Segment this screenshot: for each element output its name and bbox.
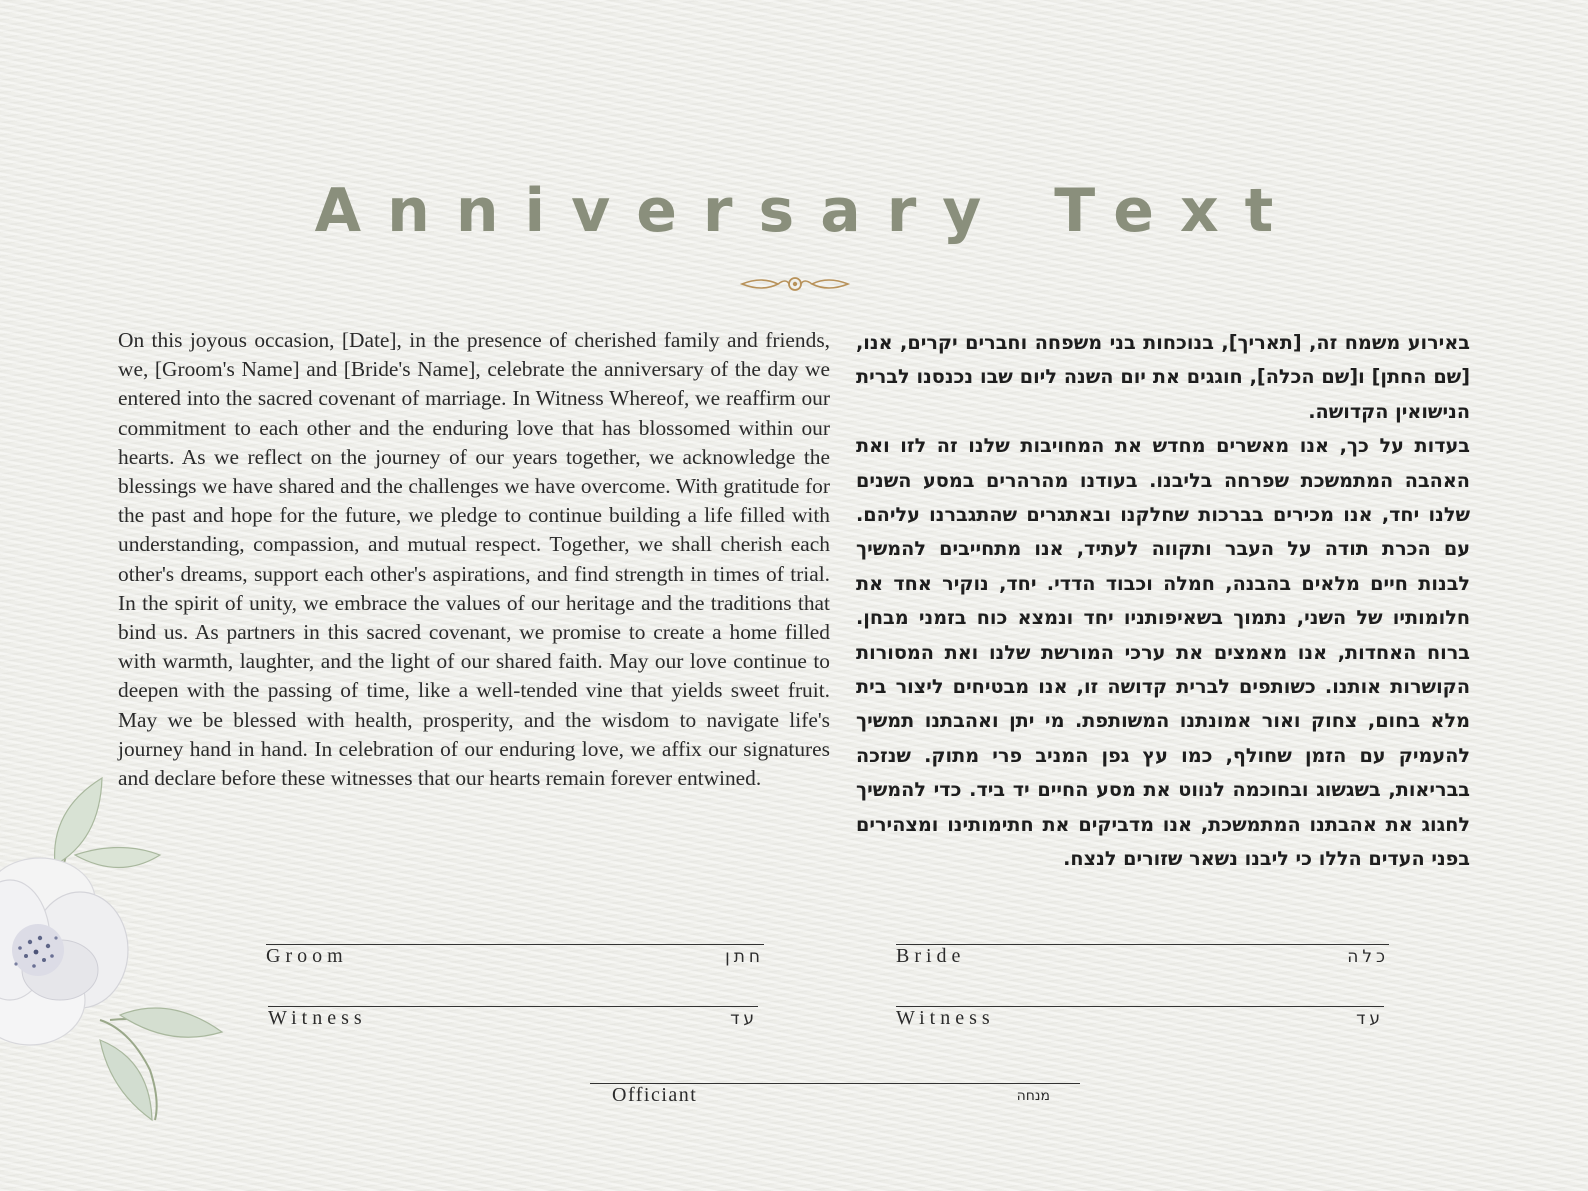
witness-right-signature-line[interactable] xyxy=(896,1006,1384,1037)
witness-left-label-hebrew: עד xyxy=(730,1009,758,1029)
groom-signature-line[interactable] xyxy=(266,944,764,975)
bride-label-hebrew: כלה xyxy=(1347,947,1389,967)
flower-decoration xyxy=(0,770,240,1130)
officiant-label-hebrew: מנחה xyxy=(1016,1088,1050,1104)
page-title: Anniversary Text xyxy=(314,176,1300,246)
witness-right-label: Witness xyxy=(896,1007,995,1029)
english-body-text: On this joyous occasion, [Date], in the presence of cherished family and friends, we, [Groom's Name] and [Bride's Name], celebrate the anniversary of the day we entered into the sacred covenant of marriage. In Witness Whereof, we reaffirm our commitment to each other and the enduring love that has blossomed within our hearts. As we reflect on the journey of our years together, we acknowledge the blessings we have shared and the challenges we have overcome. With gratitude for the past and hope for the future, we pledge to continue building a life filled with understanding, compassion, and mutual respect. Together, we shall cherish each other's dreams, support each other's aspirations, and find strength in times of trial. In the spirit of unity, we embrace the values of our heritage and the traditions that bind us. As partners in this sacred covenant, we promise to create a home filled with warmth, laughter, and the light of our shared faith. May our love continue to deepen with the passing of time, like a well-tended vine that yields sweet fruit. May we be blessed with health, prosperity, and the wisdom to navigate life's journey hand in hand. In celebration of our enduring love, we affix our signatures and declare before these witnesses that our hearts remain forever entwined. xyxy=(118,328,830,791)
divider-ornament xyxy=(370,274,1220,296)
witness-left-signature-line[interactable] xyxy=(268,1006,758,1037)
bride-signature-line[interactable] xyxy=(896,944,1389,975)
bride-label: Bride xyxy=(896,945,966,967)
hebrew-paragraph-2: בעדות על כך, אנו מאשרים מחדש את המחויבות שלנו זה לזו ואת האהבה המתמשכת שפרחה בליבנו. בעודנו מהרהרים במסע השנים שלנו יחד, אנו מכירים בברכות שחלקנו ובאתגרים שהתגברנו עליהם. עם הכרת תודה על העבר ותקווה לעתיד, אנו מתחייבים להמשיך לבנות חיים מלאים בהבנה, חמלה וכבוד הדדי. יחד, נוקיר אחד את חלומותיו של השני, נתמוך בשאיפותניו יחד ונמצא כוח בזמני מבחן. ברוח האחדות, אנו מאמצים את ערכי המורשת שלנו ואת המסורות הקושרות אותנו. כשותפים לברית קדושה זו, אנו מבטיחים ליצור בית מלא בחום, צחוק ואור אמונתנו המשותפת. מי יתן ואהבתנו תמשיך להעמיק עם הזמן שחולף, כמו עץ גפן המניב פרי מתוק. שנזכה בבריאות, בשגשוג ובחוכמה לנווט את מסע החיים יד ביד. כדי להמשיך לחגוג את אהבתנו המתמשכת, אנו מדביקים את חתימותינו ומצהירים בפני העדים הללו כי ליבנו נשאר שזורים לנצח. xyxy=(856,434,1470,871)
witness-right-label-hebrew: עד xyxy=(1356,1009,1384,1029)
groom-label-hebrew: חתן xyxy=(725,947,764,967)
witness-left-label: Witness xyxy=(268,1007,367,1029)
officiant-label: Officiant xyxy=(612,1084,698,1106)
officiant-signature-line[interactable] xyxy=(590,1083,1080,1114)
hebrew-paragraph-1: באירוע משמח זה, [תאריך], בנוכחות בני משפחה וחברים יקרים, אנו, [שם החתן] ו[שם הכלה], חוגגים את יום השנה ליום שבו נכנסנו לברית הנישואין הקדושה. xyxy=(856,331,1470,423)
hebrew-body-text xyxy=(856,326,1470,877)
groom-label: Groom xyxy=(266,945,348,967)
